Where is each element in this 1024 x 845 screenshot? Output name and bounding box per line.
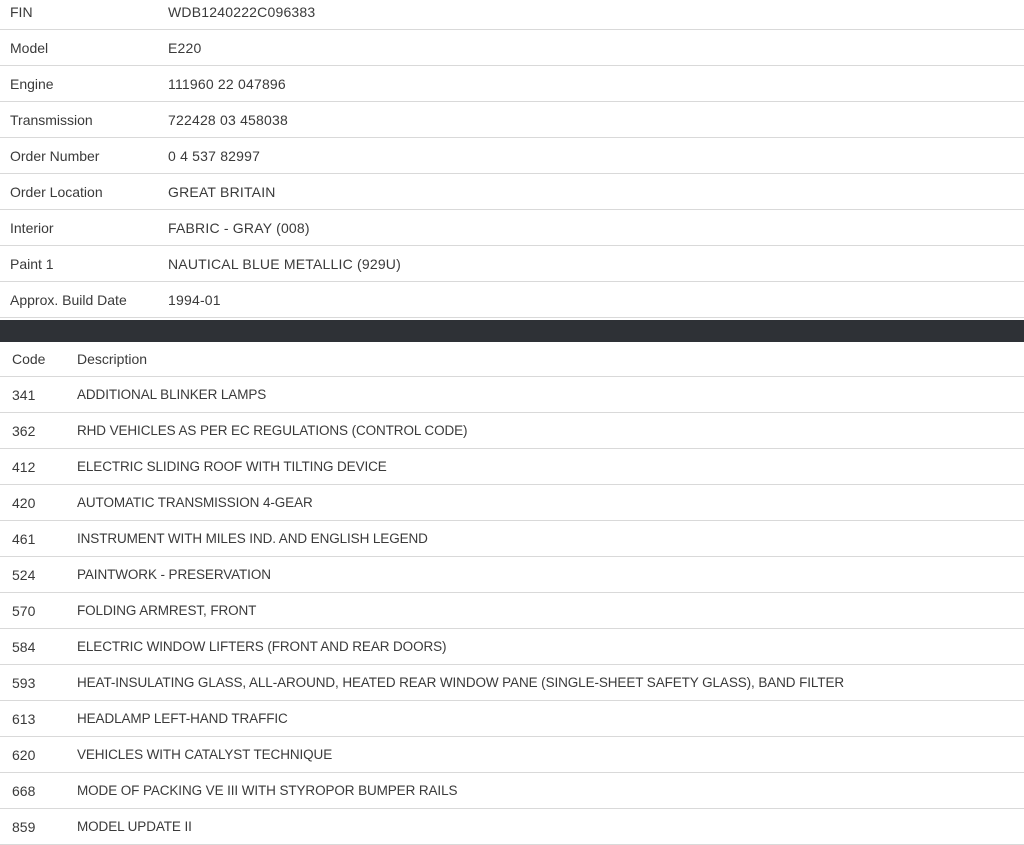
equipment-codes-table [0,342,1024,845]
spec-value: 1994-01 [168,291,221,308]
spec-label: Approx. Build Date [10,291,127,308]
spec-row [0,246,1024,282]
code-description: INSTRUMENT WITH MILES IND. AND ENGLISH LEGEND [77,531,428,546]
code-value: 584 [12,638,36,655]
code-row [0,701,1024,737]
spec-row [0,174,1024,210]
code-row [0,485,1024,521]
code-value: 620 [12,746,36,763]
code-description: ADDITIONAL BLINKER LAMPS [77,387,267,402]
spec-label: FIN [10,3,33,20]
spec-label: Transmission [10,111,93,128]
code-row [0,413,1024,449]
spec-row [0,138,1024,174]
spec-label: Paint 1 [10,255,54,272]
description-column-header: Description [77,351,148,367]
code-column-header: Code [12,351,46,367]
vehicle-specs-table [0,0,1024,318]
code-value: 412 [12,458,36,475]
spec-value: FABRIC - GRAY (008) [168,219,310,236]
code-row [0,377,1024,413]
code-value: 859 [12,818,36,835]
spec-row [0,30,1024,66]
spec-label: Engine [10,75,54,92]
section-divider-bar [0,320,1024,342]
spec-row [0,102,1024,138]
spec-label: Order Location [10,183,103,200]
code-value: 613 [12,710,36,727]
code-row [0,449,1024,485]
spec-value: GREAT BRITAIN [168,183,276,200]
code-value: 593 [12,674,36,691]
spec-row [0,0,1024,30]
code-description: HEAT-INSULATING GLASS, ALL-AROUND, HEATED REAR WINDOW PANE (SINGLE-SHEET SAFETY GLASS), BAND FILTER [77,675,844,690]
spec-value: 111960 22 047896 [168,75,286,92]
code-row [0,557,1024,593]
code-description: VEHICLES WITH CATALYST TECHNIQUE [77,747,333,762]
spec-value: WDB1240222C096383 [168,3,316,20]
spec-label: Interior [10,219,54,236]
code-row [0,665,1024,701]
spec-row [0,66,1024,102]
spec-value: E220 [168,39,202,56]
code-description: MODEL UPDATE II [77,819,192,834]
code-value: 524 [12,566,36,583]
code-row [0,773,1024,809]
code-value: 461 [12,530,36,547]
code-description: HEADLAMP LEFT-HAND TRAFFIC [77,711,288,726]
code-row [0,809,1024,845]
code-value: 420 [12,494,36,511]
code-description: ELECTRIC WINDOW LIFTERS (FRONT AND REAR DOORS) [77,639,447,654]
code-description: RHD VEHICLES AS PER EC REGULATIONS (CONTROL CODE) [77,423,468,438]
code-row [0,629,1024,665]
spec-value: NAUTICAL BLUE METALLIC (929U) [168,255,401,272]
spec-label: Order Number [10,147,100,164]
spec-row [0,210,1024,246]
code-description: FOLDING ARMREST, FRONT [77,603,257,618]
spec-value: 0 4 537 82997 [168,147,261,164]
spec-label: Model [10,39,49,56]
spec-row [0,282,1024,318]
code-row [0,521,1024,557]
code-value: 668 [12,782,36,799]
code-row [0,737,1024,773]
code-value: 341 [12,386,36,403]
code-value: 570 [12,602,36,619]
code-description: MODE OF PACKING VE III WITH STYROPOR BUMPER RAILS [77,783,458,798]
spec-value: 722428 03 458038 [168,111,288,128]
code-description: ELECTRIC SLIDING ROOF WITH TILTING DEVICE [77,459,387,474]
code-row [0,593,1024,629]
code-description: PAINTWORK - PRESERVATION [77,567,271,582]
code-description: AUTOMATIC TRANSMISSION 4-GEAR [77,495,313,510]
codes-header-row [0,342,1024,377]
code-value: 362 [12,422,36,439]
